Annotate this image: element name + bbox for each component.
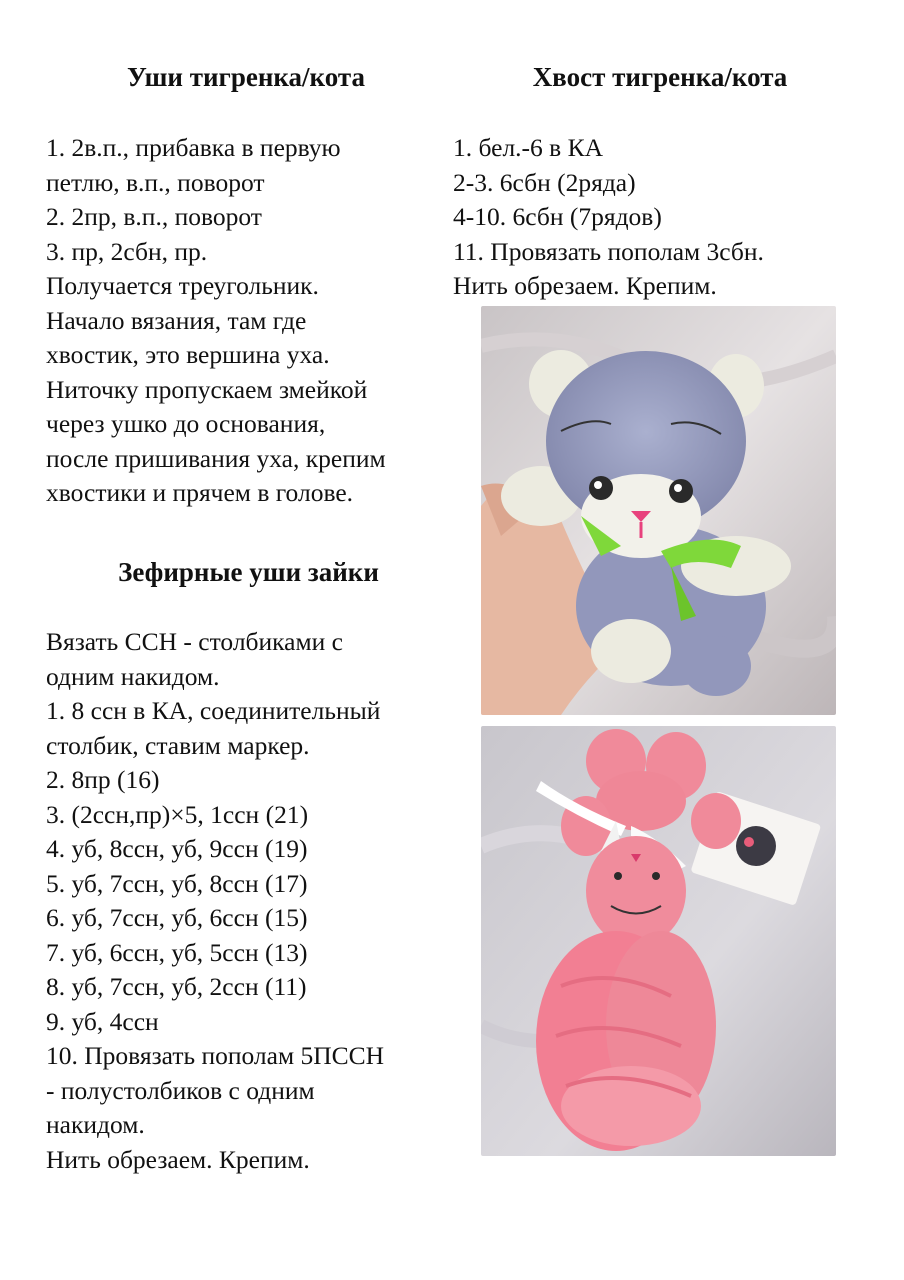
- cat-ears-title: Уши тигренка/кота: [127, 62, 365, 92]
- instruction-line: 2-3. 6сбн (2ряда): [453, 167, 636, 197]
- instruction-line: - полустолбиков с одним: [46, 1075, 315, 1105]
- instruction-line: после пришивания уха, крепим: [46, 443, 386, 473]
- instruction-line: хвостик, это вершина уха.: [46, 340, 330, 369]
- instruction-line: 1. 2в.п., прибавка в первую: [46, 133, 341, 162]
- instruction-line: хвостики и прячем в голове.: [46, 478, 354, 507]
- instruction-line: 4-10. 6сбн (7рядов): [453, 202, 662, 231]
- instruction-line: 6. уб, 7ссн, уб, 6ссн (15): [46, 903, 308, 932]
- instruction-line: Нить обрезаем. Крепим.: [453, 271, 717, 300]
- instruction-line: 8. уб, 7ссн, уб, 2ссн (11): [46, 972, 307, 1001]
- instruction-line: Ниточку пропускаем змейкой: [46, 374, 368, 404]
- instruction-line: накидом.: [46, 1110, 145, 1139]
- instruction-line: 1. 8 ссн в КА, соединительный: [46, 696, 381, 725]
- instruction-line: 5. уб, 7ссн, уб, 8ссн (17): [46, 868, 308, 898]
- instruction-line: 3. (2ссн,пр)×5, 1ссн (21): [46, 799, 309, 829]
- instruction-line: 4. уб, 8ссн, уб, 9ссн (19): [46, 834, 308, 863]
- instruction-line: петлю, в.п., поворот: [46, 167, 265, 197]
- cat-tail-instructions: [453, 131, 764, 304]
- bunny-toy-photo: [481, 726, 836, 1156]
- instruction-line: одним накидом.: [46, 661, 220, 691]
- instruction-line: столбик, ставим маркер.: [46, 730, 310, 760]
- instruction-line: 2. 2пр, в.п., поворот: [46, 202, 262, 231]
- instruction-line: Получается треугольник.: [46, 271, 319, 300]
- instruction-line: через ушко до основания,: [46, 409, 326, 438]
- instruction-line: Нить обрезаем. Крепим.: [46, 1144, 310, 1174]
- instruction-line: 9. уб, 4ссн: [46, 1006, 159, 1036]
- cat-toy-photo: [481, 306, 836, 715]
- instruction-line: 11. Провязать пополам 3сбн.: [453, 236, 764, 266]
- bunny-ears-instructions: [46, 625, 384, 1177]
- instruction-line: 2. 8пр (16): [46, 765, 160, 794]
- instruction-line: 1. бел.-6 в КА: [453, 133, 604, 162]
- bunny-ears-title: Зефирные уши зайки: [118, 557, 379, 587]
- instruction-line: 7. уб, 6ссн, уб, 5ссн (13): [46, 937, 308, 967]
- instruction-line: Вязать ССН - столбиками с: [46, 627, 343, 656]
- cat-ears-instructions: [46, 131, 386, 511]
- cat-tail-title: Хвост тигренка/кота: [532, 62, 788, 92]
- instruction-line: 3. пр, 2сбн, пр.: [46, 236, 208, 266]
- instruction-line: Начало вязания, там где: [46, 305, 307, 335]
- instruction-line: 10. Провязать пополам 5ПССН: [46, 1041, 385, 1070]
